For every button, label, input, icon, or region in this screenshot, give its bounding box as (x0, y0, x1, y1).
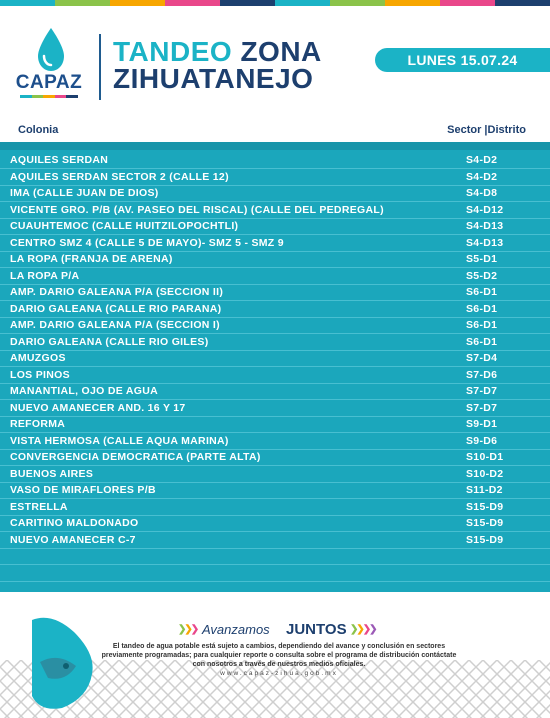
colonia-name: LA ROPA P/A (10, 269, 80, 282)
sector-distrito-code: S7-D6 (466, 368, 498, 381)
table-row (0, 350, 550, 366)
colonia-name: MANANTIAL, OJO DE AGUA (10, 385, 158, 397)
table-row (0, 515, 550, 531)
capaz-logo (14, 28, 84, 102)
sector-distrito-code: S10-D1 (466, 451, 504, 463)
colonia-name: DARIO GALEANA (CALLE RIO GILES) (10, 335, 209, 348)
sector-distrito-code: S4-D2 (466, 154, 498, 166)
colonia-name: AQUILES SERDAN SECTOR 2 (CALLE 12) (10, 170, 229, 183)
table-row (0, 449, 550, 465)
sector-distrito-code: S6-D1 (466, 302, 498, 315)
logo-line-segment (43, 95, 55, 98)
table-row (0, 416, 550, 432)
logo-line-segment (32, 95, 44, 98)
sector-distrito-code: S4-D13 (466, 236, 504, 249)
colonia-name: VISTA HERMOSA (CALLE AQUA MARINA) (10, 434, 229, 447)
sector-distrito-code: S5-D1 (466, 253, 498, 265)
sector-distrito-code: S5-D2 (466, 269, 498, 282)
website-link[interactable]: www.capaz-zihua.gob.mx (220, 670, 338, 677)
schedule-table (0, 142, 550, 592)
table-row (0, 317, 550, 333)
sector-distrito-code: S15-D9 (466, 517, 504, 529)
sector-distrito-code: S7-D7 (466, 385, 498, 397)
sector-distrito-code: S9-D6 (466, 434, 498, 447)
slogan-avanzamos: Avanzamos (202, 622, 270, 637)
table-top-band (0, 142, 550, 150)
logo-line-segment (66, 95, 78, 98)
table-row (0, 202, 550, 218)
column-colonia: Colonia (18, 124, 59, 136)
sector-distrito-code: S4-D12 (466, 203, 504, 216)
colonia-name: DARIO GALEANA (CALLE RIO PARANA) (10, 302, 222, 315)
colonia-name: NUEVO AMANECER AND. 16 Y 17 (10, 401, 186, 414)
water-drop-icon (36, 28, 66, 72)
table-row (0, 235, 550, 251)
colonia-name: IMA (CALLE JUAN DE DIOS) (10, 187, 159, 199)
colonia-name: CONVERGENCIA DEMOCRATICA (PARTE ALTA) (10, 451, 261, 463)
colonia-name: VICENTE GRO. P/B (AV. PASEO DEL RISCAL) (CALLE DEL PEDREGAL) (10, 203, 384, 216)
sector-distrito-code: S6-D1 (466, 335, 498, 348)
sector-distrito-code: S15-D9 (466, 533, 504, 546)
colonia-name: AMP. DARIO GALEANA P/A (SECCION II) (10, 286, 224, 298)
table-row (0, 301, 550, 317)
sector-distrito-code: S4-D8 (466, 187, 498, 199)
table-row (0, 218, 550, 234)
row-separator (0, 581, 550, 582)
table-row (0, 152, 550, 168)
colonia-name: REFORMA (10, 418, 66, 430)
sector-distrito-code: S6-D1 (466, 319, 498, 331)
colonia-name: AQUILES SERDAN (10, 154, 109, 166)
logo-color-line (20, 95, 78, 98)
sector-distrito-code: S4-D2 (466, 170, 498, 183)
page-title (113, 38, 322, 92)
title-zihuatanejo: ZIHUATANEJO (113, 63, 314, 94)
table-row (0, 532, 550, 548)
colonia-name: CENTRO SMZ 4 (CALLE 5 DE MAYO)- SMZ 5 - SMZ 9 (10, 236, 284, 249)
sector-distrito-code: S9-D1 (466, 418, 498, 430)
colonia-name: LOS PINOS (10, 368, 70, 381)
row-separator (0, 564, 550, 565)
title-word-zona: ZONA (240, 36, 322, 67)
colonia-name: BUENOS AIRES (10, 467, 94, 480)
table-row (0, 383, 550, 399)
sector-distrito-code: S7-D7 (466, 401, 498, 414)
colonia-name: LA ROPA (FRANJA DE ARENA) (10, 253, 173, 265)
table-header (0, 120, 550, 142)
header (0, 6, 550, 106)
table-row (0, 400, 550, 416)
table-row (0, 466, 550, 482)
table-row (0, 169, 550, 185)
sector-distrito-code: S7-D4 (466, 352, 498, 364)
header-divider (99, 34, 101, 100)
table-row (0, 185, 550, 201)
colonia-name: NUEVO AMANECER C-7 (10, 533, 136, 546)
slogan-arrows-left: ❯❯❯ (178, 624, 198, 635)
colonia-name: ESTRELLA (10, 500, 68, 513)
colonia-name: CUAUHTEMOC (CALLE HUITZILOPOCHTLI) (10, 220, 239, 232)
colonia-name: AMUZGOS (10, 352, 66, 364)
table-row (0, 482, 550, 498)
row-separator (0, 548, 550, 549)
table-row (0, 499, 550, 515)
colonia-name: CARITINO MALDONADO (10, 517, 139, 529)
table-row (0, 284, 550, 300)
sector-distrito-code: S10-D2 (466, 467, 504, 480)
table-row (0, 433, 550, 449)
slogan-arrows-right: ❯❯❯❯ (350, 624, 376, 635)
sector-distrito-code: S11-D2 (466, 484, 503, 496)
logo-line-segment (20, 95, 32, 98)
sector-distrito-code: S6-D1 (466, 286, 498, 298)
colonia-name: VASO DE MIRAFLORES P/B (10, 484, 156, 496)
table-row (0, 367, 550, 383)
table-row (0, 251, 550, 267)
sector-distrito-code: S15-D9 (466, 500, 504, 513)
colonia-name: AMP. DARIO GALEANA P/A (SECCION I) (10, 319, 220, 331)
column-sector-distrito: Sector |Distrito (447, 124, 526, 136)
table-row (0, 268, 550, 284)
date-badge: LUNES 15.07.24 (375, 48, 550, 72)
logo-line-segment (55, 95, 67, 98)
sector-distrito-code: S4-D13 (466, 220, 504, 232)
water-drop-mascot-icon (22, 612, 100, 712)
slogan-juntos: JUNTOS (286, 621, 347, 638)
title-word-tandeo: TANDEO (113, 36, 233, 67)
logo-text: CAPAZ (15, 72, 83, 93)
table-row (0, 334, 550, 350)
disclaimer-text: El tandeo de agua potable está sujeto a cambios, dependiendo del avance y conclusión en sectores previamente programadas; para cualquier reporte o consulta sobre el programa de distribución contáctate con nosotros a través de nuestros medios oficiales. (101, 643, 457, 668)
